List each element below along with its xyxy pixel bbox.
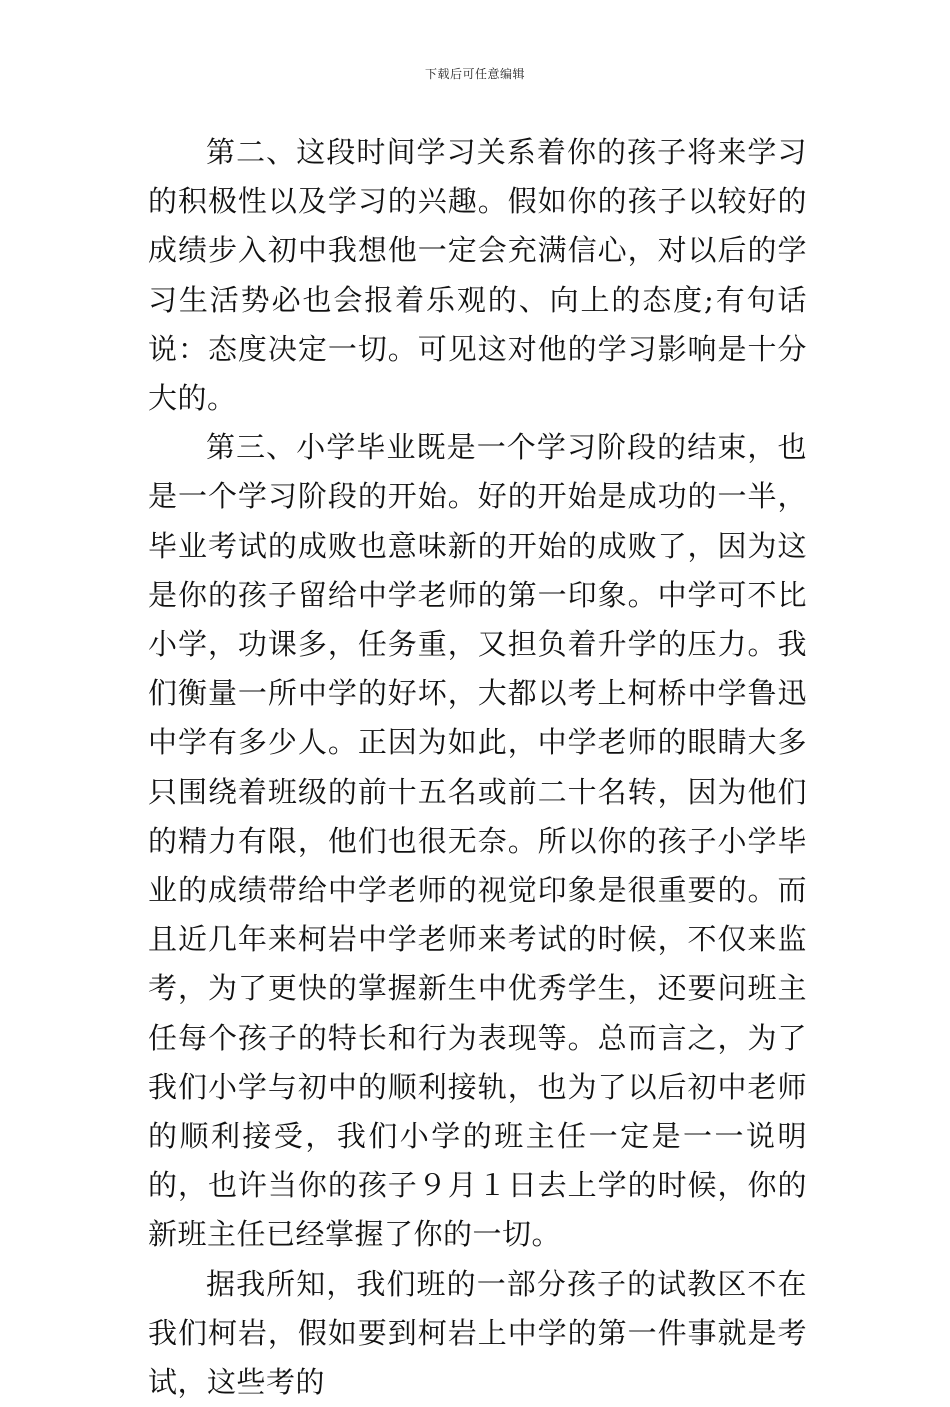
- paragraph-third-point: 第三、小学毕业既是一个学习阶段的结束，也是一个学习阶段的开始。好的开始是成功的一半，毕业考试的成败也意味新的开始的成败了，因为这是你的孩子留给中学老师的第一印象。中学可不比小学，功课多，任务重，又担负着升学的压力。我们衡量一所中学的好坏，大都以考上柯桥中学鲁迅中学有多少人。正因为如此，中学老师的眼睛大多只围绕着班级的前十五名或前二十名转，因为他们的精力有限，他们也很无奈。所以你的孩子小学毕业的成绩带给中学老师的视觉印象是很重要的。而且近几年来柯岩中学老师来考试的时候，不仅来监考，为了更快的掌握新生中优秀学生，还要问班主任每个孩子的特长和行为表现等。总而言之，为了我们小学与初中的顺利接轨，也为了以后初中老师的顺利接受，我们小学的班主任一定是一一说明的，也许当你的孩子９月１日去上学的时候，你的新班主任已经掌握了你的一切。: [148, 430, 807, 1252]
- paragraph-second-point: 第二、这段时间学习关系着你的孩子将来学习的积极性以及学习的兴趣。假如你的孩子以较好的成绩步入初中我想他一定会充满信心，对以后的学习生活势必也会报着乐观的、向上的态度;有句话说：态度决定一切。可见这对他的学习影响是十分大的。: [148, 135, 807, 416]
- document-body: [148, 128, 807, 1407]
- page-header: 下载后可任意编辑: [424, 67, 525, 81]
- paragraph-exam-district: 据我所知，我们班的一部分孩子的试教区不在我们柯岩，假如要到柯岩上中学的第一件事就是考试，这些考的: [148, 1266, 807, 1400]
